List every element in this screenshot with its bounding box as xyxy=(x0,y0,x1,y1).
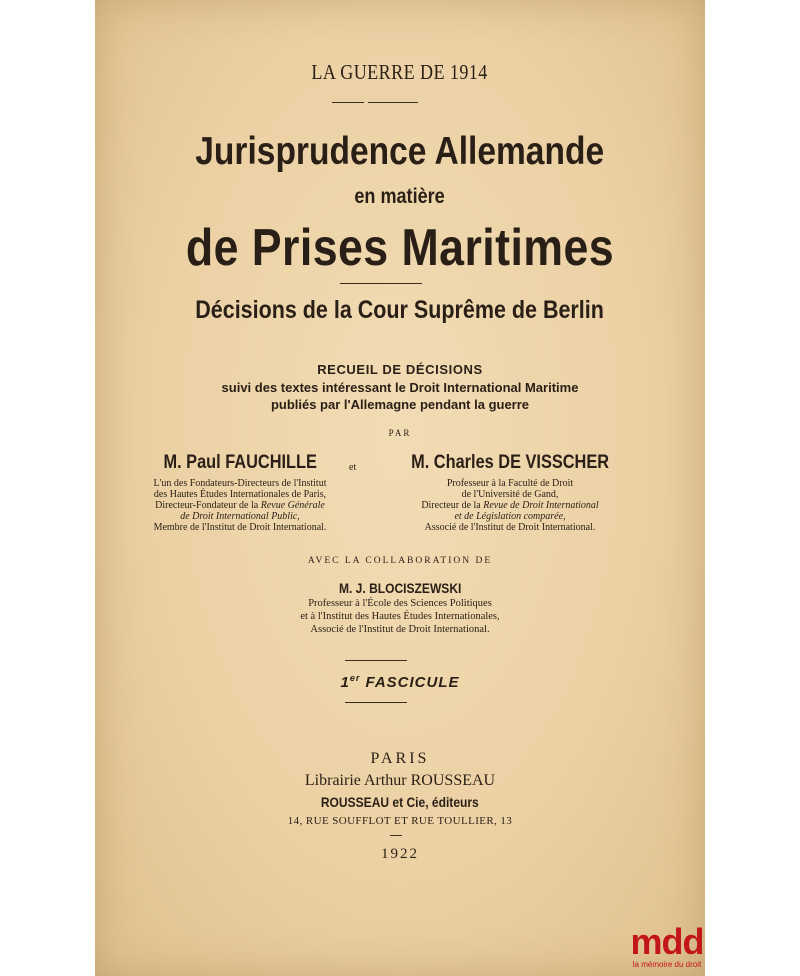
title-line-1: Jurisprudence Allemande xyxy=(195,130,605,173)
divider xyxy=(332,102,364,103)
logo-tagline: la mémoire du droit xyxy=(632,960,702,969)
collaborator-name: M. J. BLOCISZEWSKI xyxy=(338,580,462,596)
author-credential: Directeur-Fondateur de la Revue Générale xyxy=(155,500,325,511)
author-credential: de Droit International Public, xyxy=(180,511,300,522)
author-credential: de l'Université de Gand, xyxy=(461,489,559,500)
title-page xyxy=(95,0,705,976)
collaborator-credential: Associé de l'Institut de Droit International. xyxy=(310,624,490,635)
subtitle-line-3: publiés par l'Allemagne pendant la guerre xyxy=(270,397,530,412)
subtitle-line-1: RECUEIL DE DÉCISIONS xyxy=(317,362,483,377)
collaborator-credential: et à l'Institut des Hautes Études Internationales, xyxy=(300,611,500,622)
imprint-year: 1922 xyxy=(381,846,419,862)
author-credential: et de Législation comparée, xyxy=(454,511,566,522)
imprint-library: Librairie Arthur ROUSSEAU xyxy=(304,772,496,789)
divider xyxy=(368,102,418,103)
title-line-3: de Prises Maritimes xyxy=(185,219,615,277)
divider xyxy=(345,660,407,661)
author-name: M. Paul FAUCHILLE xyxy=(163,452,317,473)
imprint-address: 14, RUE SOUFFLOT ET RUE TOULLIER, 13 xyxy=(287,815,513,827)
author-credential: L'un des Fondateurs-Directeurs de l'Institut xyxy=(153,478,327,489)
author-credential: Membre de l'Institut de Droit International. xyxy=(153,522,327,533)
logo-mark: mdd xyxy=(630,921,704,962)
imprint-publisher: ROUSSEAU et Cie, éditeurs xyxy=(321,794,479,810)
author-credential: des Hautes Études Internationales de Paris, xyxy=(153,489,327,500)
imprint-city: PARIS xyxy=(370,750,430,767)
author-credential: Professeur à la Faculté de Droit xyxy=(446,478,574,489)
author-credential: Directeur de la Revue de Droit International xyxy=(421,500,599,511)
author-credential: Associé de l'Institut de Droit International. xyxy=(424,522,596,533)
author-name: M. Charles DE VISSCHER xyxy=(411,452,610,473)
title-line-4: Décisions de la Cour Suprême de Berlin xyxy=(195,296,605,324)
series-title: LA GUERRE DE 1914 xyxy=(311,60,489,84)
fascicule-label: 1er FASCICULE xyxy=(340,673,460,691)
divider xyxy=(345,702,407,703)
collaboration-label: AVEC LA COLLABORATION DE xyxy=(307,556,493,566)
subtitle-line-2: suivi des textes intéressant le Droit International Maritime xyxy=(221,380,579,395)
divider xyxy=(340,283,422,284)
collaborator-credential: Professeur à l'École des Sciences Politiques xyxy=(308,598,492,609)
title-line-2: en matière xyxy=(354,185,446,208)
par-label: PAR xyxy=(388,428,412,438)
mdd-logo xyxy=(622,921,712,976)
conjunction: et xyxy=(349,462,357,473)
author-de-visscher xyxy=(395,452,625,533)
author-fauchille xyxy=(135,452,345,533)
divider xyxy=(390,835,402,836)
